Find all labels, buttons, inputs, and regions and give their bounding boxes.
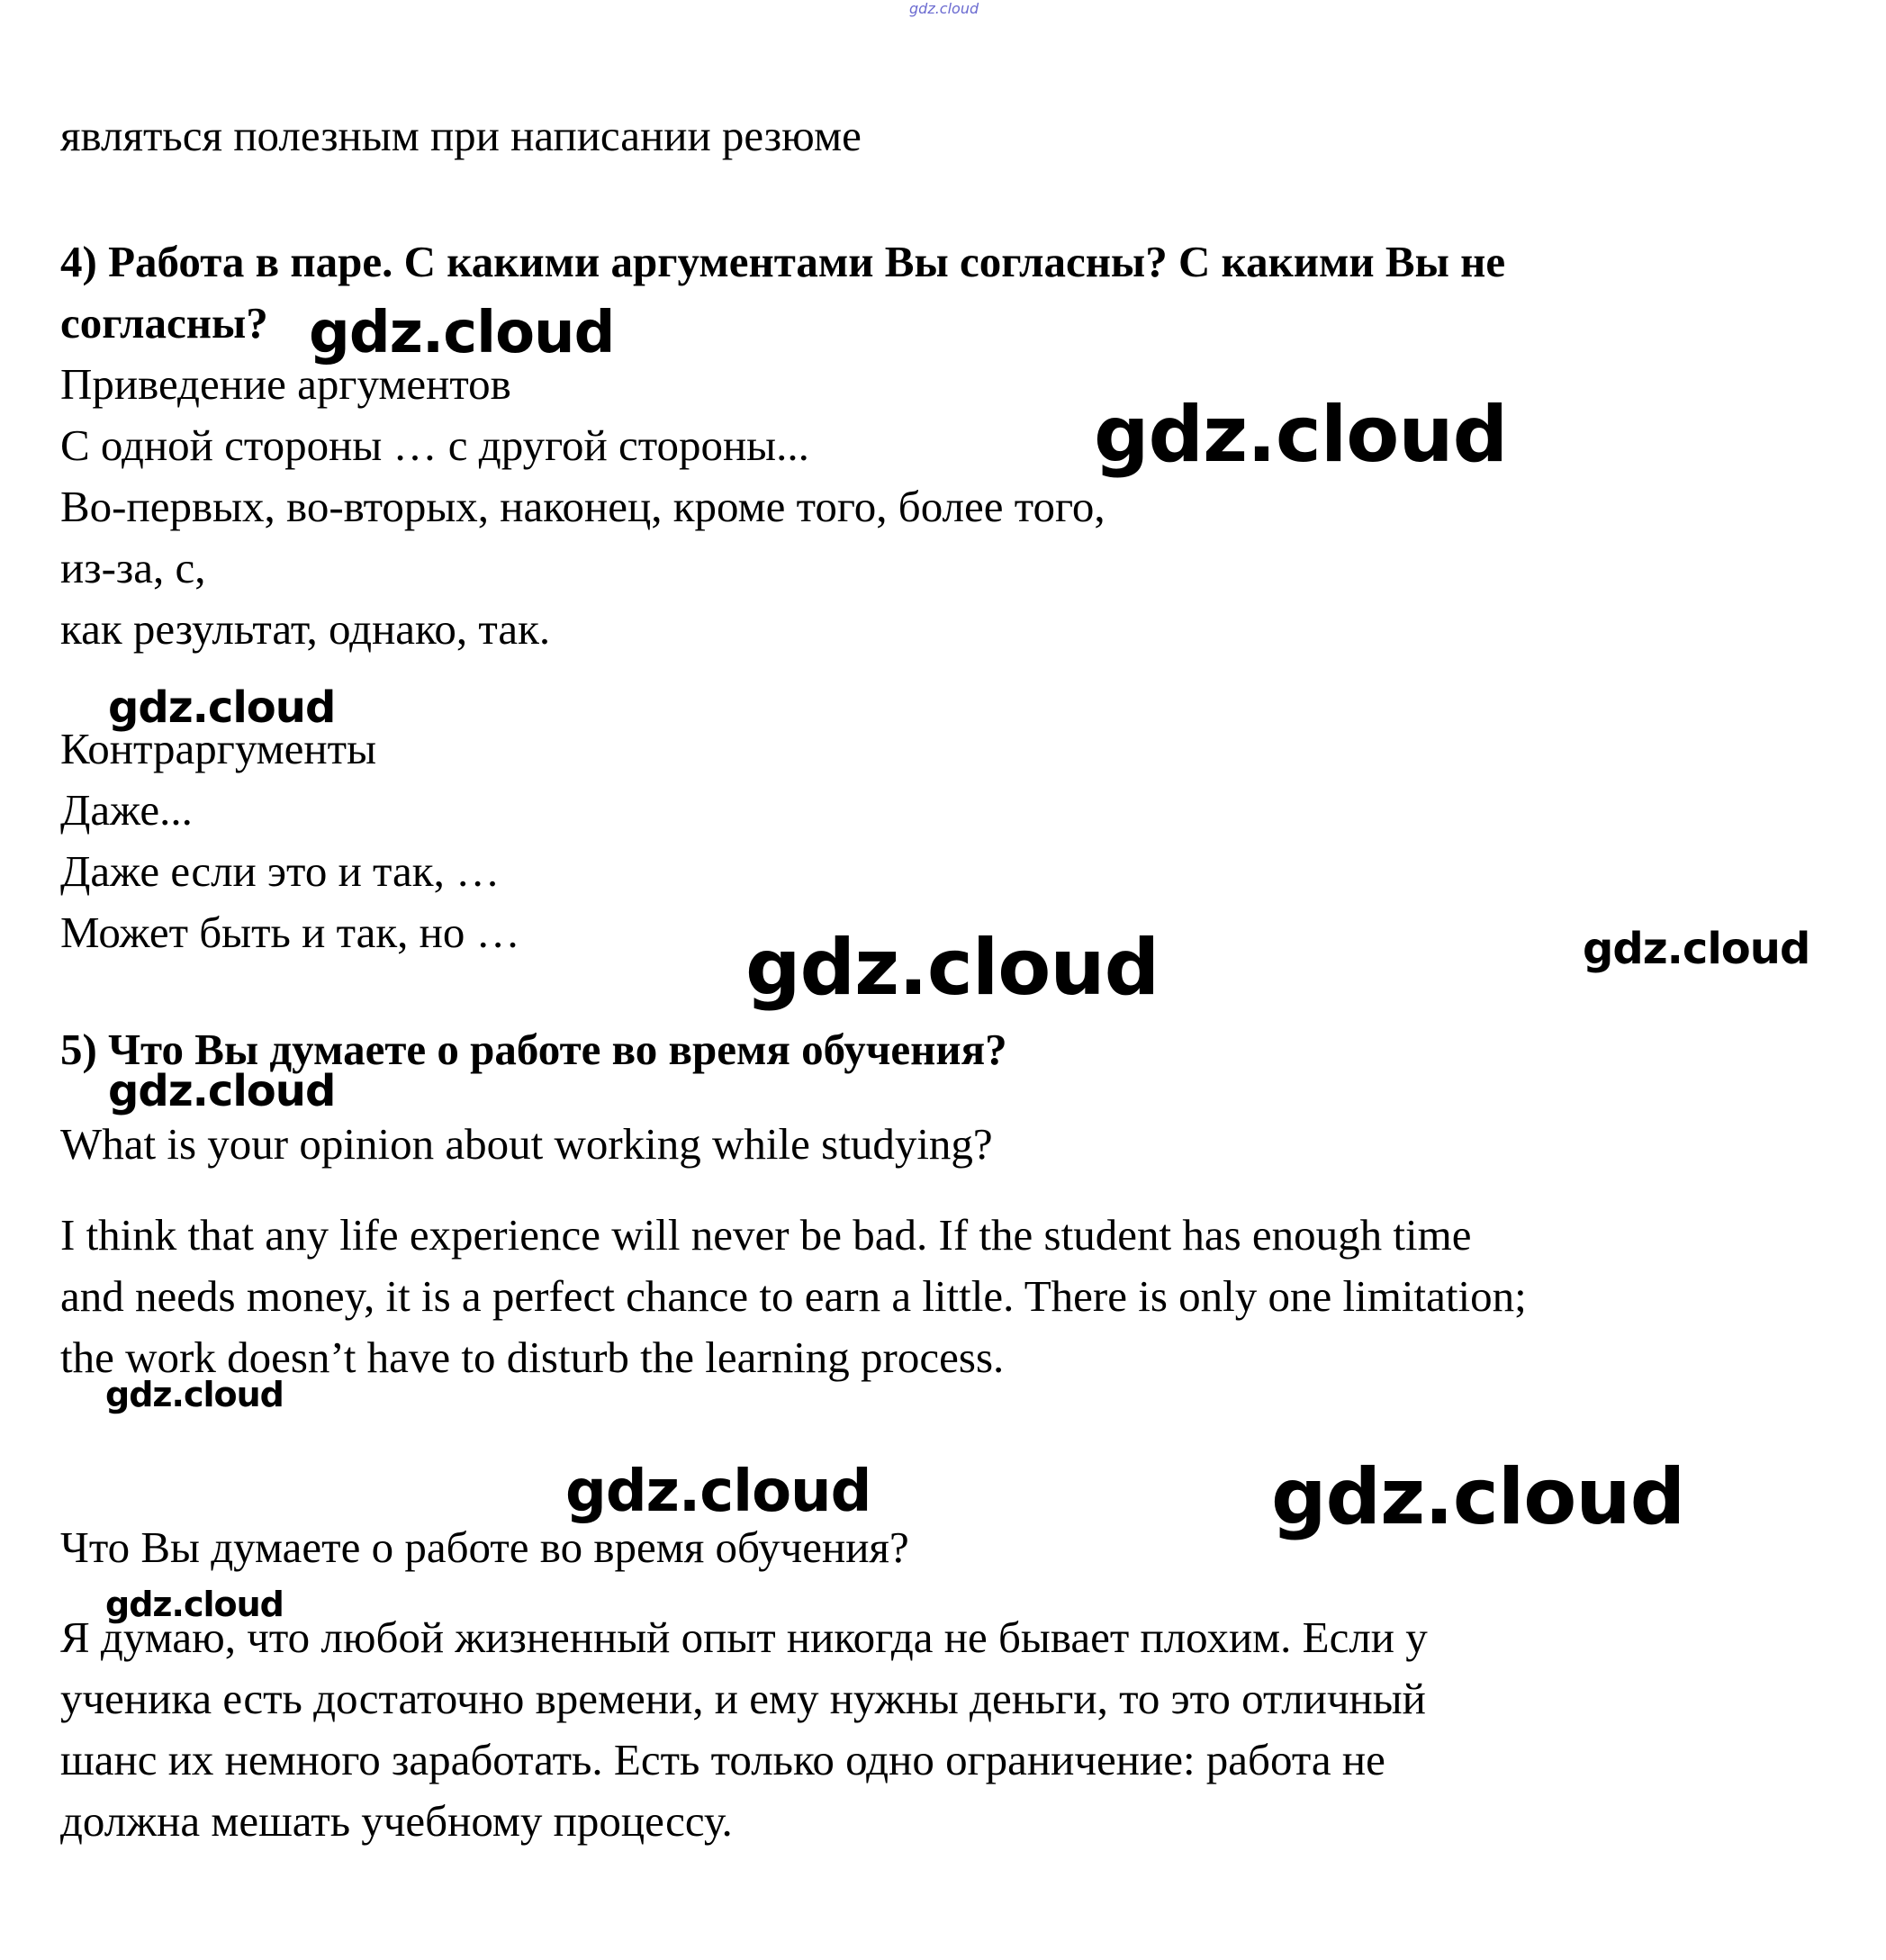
argument-line: из-за, с, <box>60 543 206 592</box>
watermark: gdz.cloud <box>1583 924 1810 974</box>
counterarguments-heading: Контраргументы <box>60 724 376 773</box>
watermark: gdz.cloud <box>108 682 336 733</box>
question-ru: Что Вы думаете о работе во время обучения? <box>60 1522 909 1572</box>
watermark: gdz.cloud <box>1094 390 1508 480</box>
argument-line: Во-первых, во-вторых, наконец, кроме того, более того, <box>60 482 1105 531</box>
watermark: gdz.cloud <box>105 1375 284 1414</box>
answer-ru-line: Я думаю, что любой жизненный опыт никогда не бывает плохим. Если у <box>60 1612 1428 1662</box>
header-watermark: gdz.cloud <box>909 0 979 17</box>
intro-line: являться полезным при написании резюме <box>60 111 862 160</box>
argument-line: С одной стороны … с другой стороны... <box>60 420 809 470</box>
task4-title-line1: 4) Работа в паре. С какими аргументами Вы согласны? С какими Вы не <box>60 237 1506 286</box>
watermark: gdz.cloud <box>108 1066 336 1116</box>
task5-title: 5) Что Вы думаете о работе во время обучения? <box>60 1025 1007 1074</box>
watermark: gdz.cloud <box>1271 1452 1685 1542</box>
arguments-heading: Приведение аргументов <box>60 359 511 409</box>
watermark: gdz.cloud <box>309 300 615 366</box>
counterargument-line: Даже если это и так, … <box>60 846 501 896</box>
counterargument-line: Даже... <box>60 785 193 835</box>
answer-ru-line: должна мешать учебному процессу. <box>60 1796 733 1846</box>
watermark: gdz.cloud <box>565 1459 871 1525</box>
answer-ru-line: шанс их немного заработать. Есть только одно ограничение: работа не <box>60 1735 1385 1784</box>
answer-en-line: I think that any life experience will never be bad. If the student has enough time <box>60 1210 1472 1260</box>
watermark: gdz.cloud <box>105 1585 284 1624</box>
answer-ru-line: ученика есть достаточно времени, и ему нужны деньги, то это отличный <box>60 1674 1426 1723</box>
task4-title-line2: согласны? <box>60 298 268 348</box>
question-en: What is your opinion about working while studying? <box>60 1119 993 1169</box>
watermark: gdz.cloud <box>745 923 1160 1013</box>
counterargument-line: Может быть и так, но … <box>60 908 520 957</box>
answer-en-line: and needs money, it is a perfect chance to earn a little. There is only one limitation; <box>60 1271 1527 1321</box>
answer-en-line: the work doesn’t have to disturb the learning process. <box>60 1332 1005 1382</box>
argument-line: как результат, однако, так. <box>60 604 551 654</box>
